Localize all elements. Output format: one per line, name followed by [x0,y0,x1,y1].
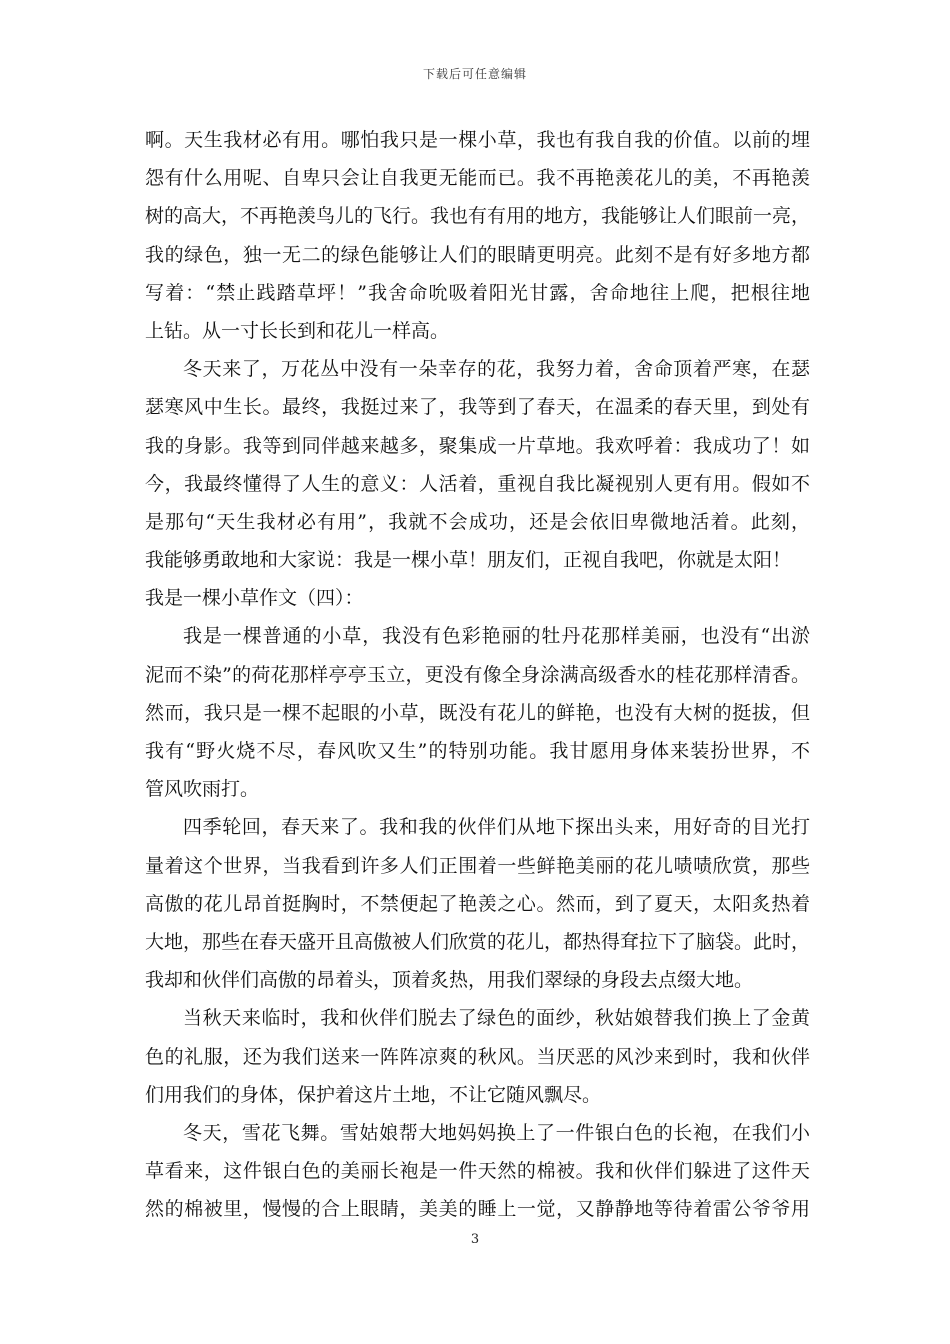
text-line: 今，我最终懂得了人生的意义：人活着，重视自我比凝视别人更有用。假如不 [145,472,810,495]
text-line: 我的绿色，独一无二的绿色能够让人们的眼睛更明亮。此刻不是有好多地方都 [145,243,810,266]
text-line: 们用我们的身体，保护着这片土地，不让它随风飘尽。 [145,1083,602,1106]
text-line: 我是一棵普通的小草，我没有色彩艳丽的牡丹花那样美丽，也没有“出淤 [183,625,810,648]
text-line: 当秋天来临时，我和伙伴们脱去了绿色的面纱，秋姑娘替我们换上了金黄 [183,1007,810,1030]
text-line: 管风吹雨打。 [145,778,260,801]
text-line: 草看来，这件银白色的美丽长袍是一件天然的棉被。我和伙伴们躲进了这件天 [145,1160,810,1183]
text-line: 我能够勇敢地和大家说：我是一棵小草！朋友们，正视自我吧，你就是太阳！ [145,549,792,572]
text-line: 量着这个世界，当我看到许多人们正围着一些鲜艳美丽的花儿啧啧欣赏，那些 [145,854,810,877]
text-line: 啊。天生我材必有用。哪怕我只是一棵小草，我也有我自我的价值。以前的埋 [145,129,810,151]
text-line: 泥而不染”的荷花那样亭亭玉立，更没有像全身涂满高级香水的桂花那样清香。 [145,663,810,686]
text-line: 我有“野火烧不尽，春风吹又生”的特别功能。我甘愿用身体来装扮世界，不 [145,740,810,762]
text-line: 冬天，雪花飞舞。雪姑娘帮大地妈妈换上了一件银白色的长袍，在我们小 [183,1121,810,1144]
text-line: 瑟寒风中生长。最终，我挺过来了，我等到了春天，在温柔的春天里，到处有 [145,396,810,419]
page-number: 3 [470,1232,480,1247]
text-line: 冬天来了，万花丛中没有一朵幸存的花，我努力着，舍命顶着严寒，在瑟 [183,358,810,381]
text-line: 大地，那些在春天盛开且高傲被人们欣赏的花儿，都热得耷拉下了脑袋。此时， [145,930,811,953]
text-line: 上钻。从一寸长长到和花儿一样高。 [145,319,450,342]
text-line: 写着：“禁止践踏草坪！”我舍命吮吸着阳光甘露，舍命地往上爬，把根往地 [145,281,810,304]
document-body [145,121,810,1228]
text-line: 我的身影。我等到同伴越来越多，聚集成一片草地。我欢呼着：我成功了！如 [145,434,810,457]
page-header: 下载后可任意编辑 [422,67,527,81]
text-line: 然而，我只是一棵不起眼的小草，既没有花儿的鲜艳，也没有大树的挺拔，但 [145,701,810,724]
text-line: 然的棉被里，慢慢的合上眼睛，美美的睡上一觉，又静静地等待着雷公爷爷用 [145,1198,810,1221]
text-line: 怨有什么用呢、自卑只会让自我更无能而已。我不再艳羡花儿的美，不再艳羡 [145,167,810,190]
text-line: 色的礼服，还为我们送来一阵阵凉爽的秋风。当厌恶的风沙来到时，我和伙伴 [145,1045,810,1068]
text-line: 是那句“天生我材必有用”，我就不会成功，还是会依旧卑微地活着。此刻， [145,510,810,533]
text-line: 四季轮回，春天来了。我和我的伙伴们从地下探出头来，用好奇的目光打 [183,816,810,839]
section-heading: 我是一棵小草作文（四）： [145,587,364,610]
text-line: 树的高大，不再艳羡鸟儿的飞行。我也有有用的地方，我能够让人们眼前一亮， [145,205,811,228]
text-line: 高傲的花儿昂首挺胸时，不禁便起了艳羡之心。然而，到了夏天，太阳炙热着 [145,892,810,915]
text-line: 我却和伙伴们高傲的昂着头，顶着炙热，用我们翠绿的身段去点缀大地。 [145,969,754,992]
